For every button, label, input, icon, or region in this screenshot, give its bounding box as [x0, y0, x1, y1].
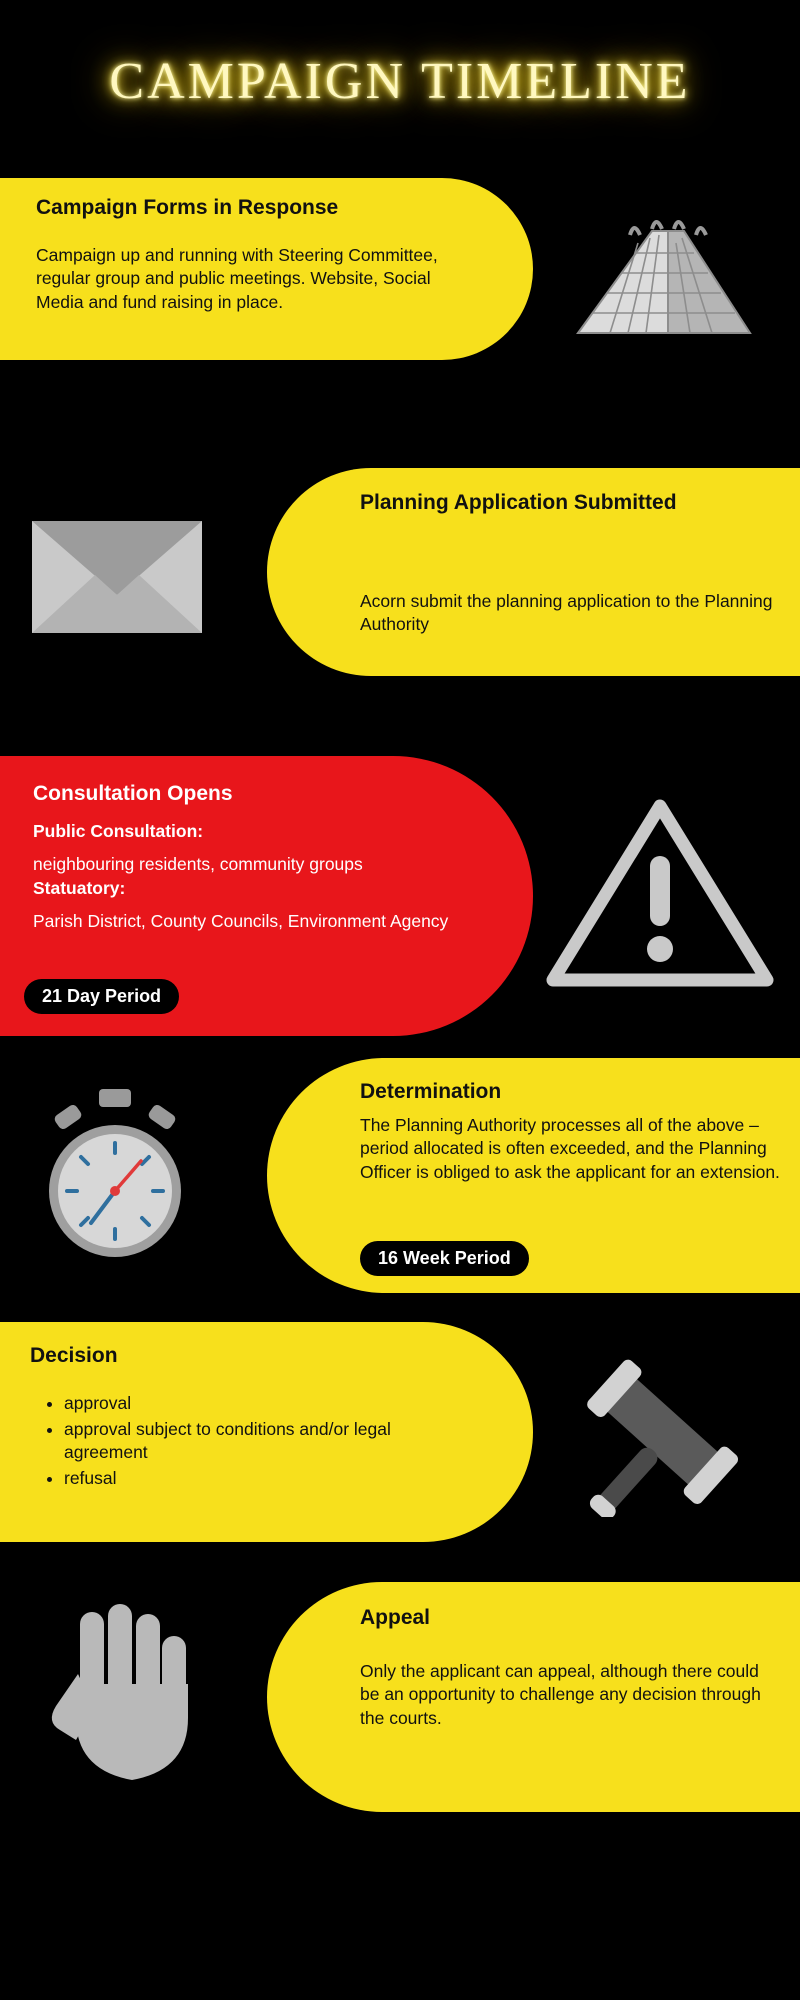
step-text: [360, 1080, 780, 1184]
step-title: Campaign Forms in Response: [36, 196, 339, 219]
warning-triangle-icon: [545, 794, 775, 989]
timeline-step-decision: [0, 1322, 800, 1542]
status-badge: 16 Week Period: [360, 1241, 529, 1276]
step-title: Decision: [30, 1344, 118, 1367]
step-title: Planning Application Submitted: [360, 491, 677, 514]
decision-options-list: [30, 1392, 460, 1491]
step-body: The Planning Authority processes all of the above – period allocated is often exceeded, and the Planning Officer is obliged to ask the applicant for an extension.: [360, 1115, 780, 1182]
list-item: • approval: [64, 1392, 460, 1416]
step-body: Campaign up and running with Steering Committee, regular group and public meetings. Website, Social Media and fund raising in place.: [36, 245, 438, 312]
stopwatch-icon: [15, 1083, 215, 1268]
step-text: [33, 782, 503, 933]
public-consultation-text: neighbouring residents, community groups: [33, 854, 363, 875]
header: [0, 0, 800, 163]
step-title: Consultation Opens: [33, 782, 233, 805]
timeline-step-appeal: [0, 1582, 800, 1812]
period-badge-wrap: [360, 1241, 529, 1276]
period-badge-wrap: [24, 979, 179, 1014]
step-title: Appeal: [360, 1606, 431, 1629]
step-body: Acorn submit the planning application to the Planning Authority: [360, 591, 773, 635]
list-item: • approval subject to conditions and/or legal agreement: [64, 1418, 460, 1465]
step-text: [360, 491, 790, 637]
public-consultation-label: Public Consultation:: [33, 821, 204, 841]
statuatory-label: Statuatory:: [33, 877, 126, 898]
step-text: [36, 196, 456, 314]
page-title: CAMPAIGN TIMELINE: [109, 53, 691, 110]
step-body: [33, 820, 503, 933]
statuatory-text: Parish District, County Councils, Environment Agency: [33, 910, 449, 931]
list-item: • refusal: [64, 1467, 460, 1491]
timeline-step-consultation: [0, 756, 800, 1036]
envelope-icon: [10, 503, 225, 648]
step-body: Only the applicant can appeal, although there could be an opportunity to challenge any decision through the courts.: [360, 1661, 761, 1728]
timeline-step-campaign-forms: [0, 178, 800, 360]
hand-stop-icon: [20, 1602, 215, 1792]
status-badge: 21 Day Period: [24, 979, 179, 1014]
timeline-step-determination: [0, 1058, 800, 1293]
gavel-icon: [545, 1352, 780, 1517]
calendar-icon: [560, 193, 760, 353]
timeline-step-planning-application: [0, 468, 800, 676]
step-title: Determination: [360, 1080, 502, 1103]
step-text: [360, 1606, 780, 1730]
step-text: [30, 1344, 460, 1493]
